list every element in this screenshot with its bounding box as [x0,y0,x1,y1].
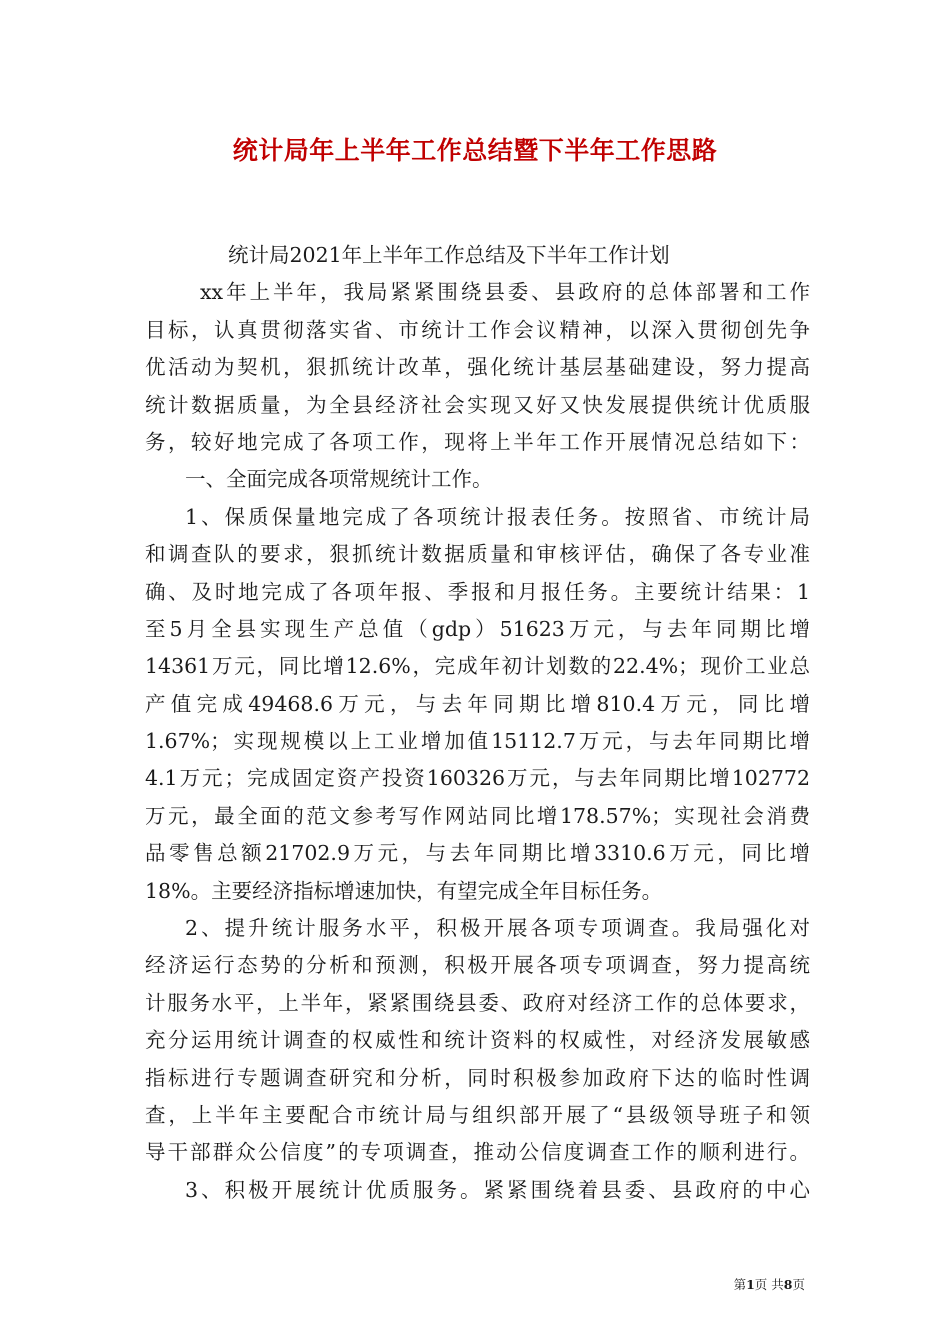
page-footer [734,1277,805,1293]
paragraph-line: 1、保质保量地完成了各项统计报表任务。按照省、市统计局 [185,504,810,529]
paragraph-line: 导干部群众公信度”的专项调查，推动公信度调查工作的顺利进行。 [145,1140,810,1165]
paragraph-line: 计服务水平，上半年，紧紧围绕县委、政府对经济工作的总体要求， [145,990,810,1015]
paragraph-line: xx年上半年，我局紧紧围绕县委、县政府的总体部署和工作 [200,280,810,305]
paragraph-line: 产值完成49468.6万元，与去年同期比增810.4万元，同比增 [145,691,810,716]
section-heading: 一、全面完成各项常规统计工作。 [185,467,493,492]
paragraph-line: 目标，认真贯彻落实省、市统计工作会议精神，以深入贯彻创先争 [145,317,810,342]
paragraph-line: 万元，最全面的范文参考写作网站同比增178.57%；实现社会消费 [145,803,810,828]
page-total: 8 [783,1277,793,1292]
paragraph-line: 查，上半年主要配合市统计局与组织部开展了“县级领导班子和领 [145,1102,810,1127]
footer-suffix: 页 [792,1277,805,1292]
paragraph-line: 优活动为契机，狠抓统计改革，强化统计基层基础建设，努力提高 [145,355,810,380]
footer-middle: 页 共 [754,1277,784,1292]
paragraph-line: 经济运行态势的分析和预测，积极开展各项专项调查，努力提高统 [145,953,810,978]
paragraph-line: 指标进行专题调查研究和分析，同时积极参加政府下达的临时性调 [145,1065,810,1090]
paragraph-line: 2、提升统计服务水平，积极开展各项专项调查。我局强化对 [185,916,810,941]
paragraph-line: 至5月全县实现生产总值（gdp）51623万元，与去年同期比增 [145,616,810,641]
footer-prefix: 第 [733,1277,747,1292]
paragraph-line: 3、积极开展统计优质服务。紧紧围绕着县委、县政府的中心 [185,1177,810,1202]
document-subtitle: 统计局2021年上半年工作总结及下半年工作计划 [228,243,670,267]
paragraph-line: 18%。主要经济指标增速加快，有望完成全年目标任务。 [145,878,663,903]
document-title: 统计局年上半年工作总结暨下半年工作思路 [232,136,718,165]
paragraph-line: 1.67%；实现规模以上工业增加值15112.7万元，与去年同期比增 [145,729,810,754]
document-body [145,237,810,1209]
paragraph-line: 和调查队的要求，狠抓统计数据质量和审核评估，确保了各专业准 [145,542,810,567]
paragraph-line: 充分运用统计调查的权威性和统计资料的权威性，对经济发展敏感 [145,1028,810,1053]
paragraph-line: 4.1万元；完成固定资产投资160326万元，与去年同期比增102772 [145,766,810,791]
paragraph-line: 统计数据质量，为全县经济社会实现又好又快发展提供统计优质服 [145,392,810,417]
paragraph-line: 品零售总额21702.9万元，与去年同期比增3310.6万元，同比增 [145,841,810,866]
paragraph-line: 确、及时地完成了各项年报、季报和月报任务。主要统计结果：1 [145,579,810,604]
page-number: 1 [746,1277,755,1292]
paragraph-line: 务，较好地完成了各项工作，现将上半年工作开展情况总结如下： [145,429,810,454]
paragraph-line: 14361万元，同比增12.6%，完成年初计划数的22.4%；现价工业总 [145,654,810,679]
